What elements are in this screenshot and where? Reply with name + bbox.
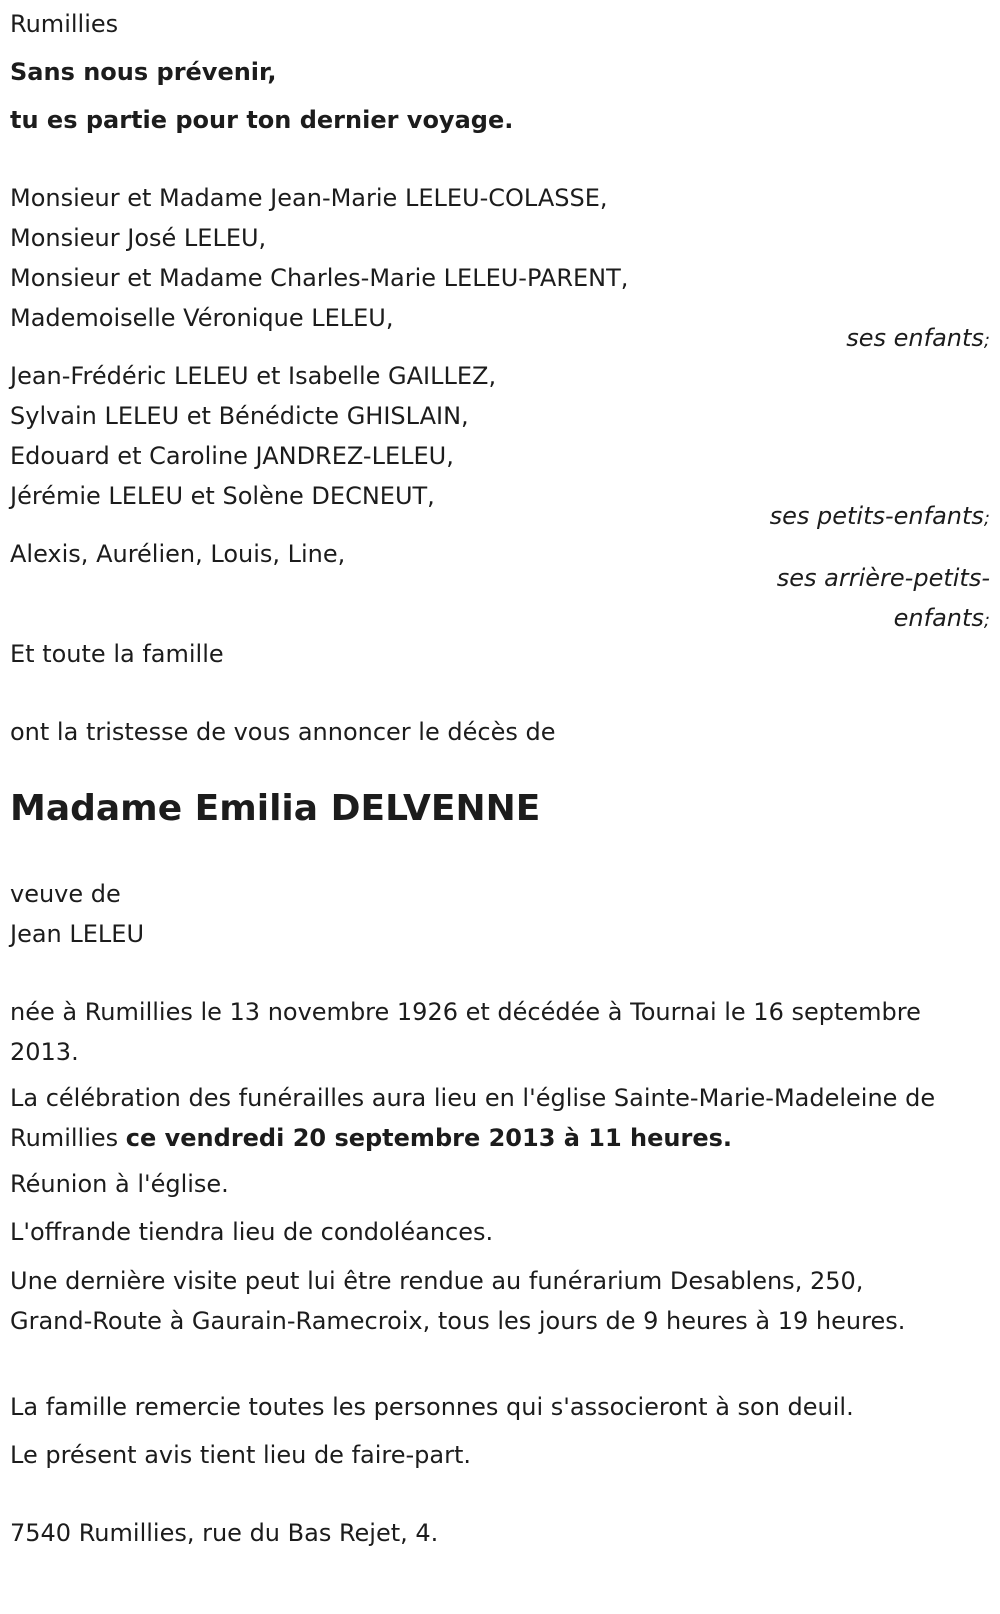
- announcement-line: ont la tristesse de vous annoncer le décès de: [10, 718, 556, 746]
- birth-death-text: née à Rumillies le 13 novembre 1926 et décédée à Tournai le 16 septembre 2013.: [10, 998, 921, 1066]
- grandchildren-list: [10, 356, 970, 516]
- relation-label-line-2: enfants: [893, 604, 984, 632]
- relation-children: [750, 318, 990, 361]
- child-name: Monsieur et Madame Jean-Marie LELEU-COLASSE,: [10, 184, 608, 212]
- meeting-text: Réunion à l'église.: [10, 1170, 229, 1198]
- child-name: Mademoiselle Véronique LELEU,: [10, 304, 394, 332]
- relation-label-line-2-wrap: [750, 598, 990, 641]
- address-text: 7540 Rumillies, rue du Bas Rejet, 4.: [10, 1519, 439, 1547]
- relation-punct: ;: [983, 330, 990, 351]
- great-grandchildren-names: Alexis, Aurélien, Louis, Line,: [10, 540, 346, 568]
- grandchild-name: Jean-Frédéric LELEU et Isabelle GAILLEZ,: [10, 362, 497, 390]
- relation-punct: ;: [983, 610, 990, 631]
- deceased-name: Madame Emilia DELVENNE: [10, 788, 541, 829]
- funeral-paragraph: [10, 1078, 965, 1158]
- grandchild-name: Jérémie LELEU et Solène DECNEUT,: [10, 482, 435, 510]
- child-name: Monsieur José LELEU,: [10, 224, 267, 252]
- offering-text: L'offrande tiendra lieu de condoléances.: [10, 1218, 494, 1246]
- funeral-text: La célébration des funérailles aura lieu en l'église Sainte-Marie-Madeleine de Rumillies: [10, 1084, 936, 1152]
- family-line: Et toute la famille: [10, 640, 224, 668]
- relation-label: ses petits-enfants: [769, 502, 984, 530]
- widow-of-label: veuve de: [10, 880, 121, 908]
- widow-of-name: Jean LELEU: [10, 920, 145, 948]
- grandchild-name: Sylvain LELEU et Bénédicte GHISLAIN,: [10, 402, 469, 430]
- notice-text: Le présent avis tient lieu de faire-part.: [10, 1441, 472, 1469]
- relation-great-grandchildren: [750, 558, 990, 641]
- visit-text: Une dernière visite peut lui être rendue au funérarium Desablens, 250, Grand-Route à Gaurain-Ramecroix, tous les jours de 9 heures à 19 heures.: [10, 1267, 906, 1335]
- funeral-date: ce vendredi 20 septembre 2013 à 11 heures.: [125, 1124, 733, 1152]
- intro-line-2: tu es partie pour ton dernier voyage.: [10, 106, 514, 134]
- relation-label-line-1: ses arrière-petits-: [776, 564, 990, 592]
- place-name: Rumillies: [10, 10, 119, 38]
- grandchild-name: Edouard et Caroline JANDREZ-LELEU,: [10, 442, 454, 470]
- child-name: Monsieur et Madame Charles-Marie LELEU-PARENT,: [10, 264, 629, 292]
- thanks-text: La famille remercie toutes les personnes qui s'associeront à son deuil.: [10, 1393, 854, 1421]
- children-list: [10, 178, 970, 338]
- relation-punct: ;: [983, 508, 990, 529]
- intro-line-1: Sans nous prévenir,: [10, 58, 277, 86]
- relation-grandchildren: [750, 496, 990, 539]
- relation-label: ses enfants: [846, 324, 984, 352]
